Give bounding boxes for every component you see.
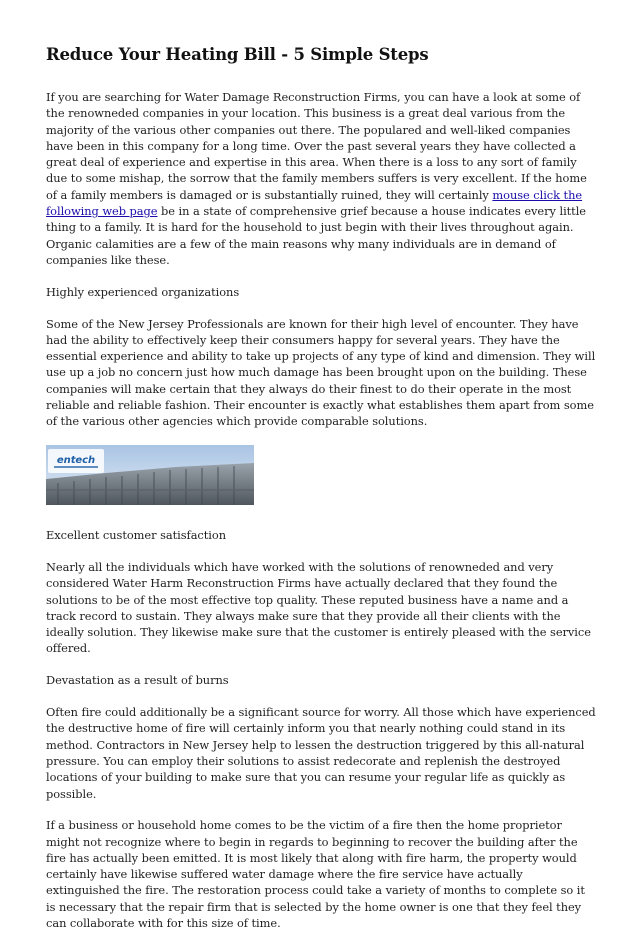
inline-link[interactable]: mouse click the following web page [46,187,583,219]
building-photo-svg [46,445,254,505]
intro-paragraph [46,89,596,268]
intro-text-start: If you are searching for Water Damage Reconstruction Firms, you can have a look at some of the renowneded companies in your location. This business is a great deal various from the majority of the various other companies out there. The populared and well-liked companies have been in this company for a long time. Over the past several years they have collected a great deal of experience and expertise in this area. When there is a loss to any sort of family due to some mishap, the sorrow that the family members suffers is very excellent. If the home of a family members is damaged or is substantially ruined, they will certainly [46,90,587,202]
document-title: Reduce Your Heating Bill - 5 Simple Steps [46,45,429,64]
paragraph-burns: Often fire could additionally be a significant source for worry. All those which have experienced the destructive home of fire will certainly inform you that nearly nothing could stand in its method. Contractors in New Jersey help to lessen the destruction triggered by this all-natural pressure. You can employ their solutions to assist redecorate and replenish the destroyed locations of your building to make sure that you can resume your regular life as quickly as possible. [46,705,596,801]
paragraph-experienced: Some of the New Jersey Professionals are known for their high level of encounter. They have had the ability to effectively keep their consumers happy for several years. They have the essential experience and ability to take up projects of any type of kind and dimension. They will use up a job no concern just how much damage has been brought upon on the building. These companies will make certain that they always do their finest to do their operate in the most reliable and reliable fashion. Their encounter is exactly what establishes them apart from some of the various other agencies which provide comparable solutions. [46,316,596,429]
building-photo [46,445,254,505]
company-logo-underline [54,466,98,468]
roof-ledge [46,489,254,491]
section-heading-satisfaction: Excellent customer satisfaction [46,528,226,543]
section-heading-experienced: Highly experienced organizations [46,284,240,299]
company-logo-text: entech [56,455,96,467]
intro-text-end: be in a state of comprehensive grief because a house indicates every little thing to a family. It is hard for the household to just begin with their lives throughout again. Organic calamities are a few of the main reasons why many individuals are in demand of companies like these. [46,204,586,267]
section-heading-burns: Devastation as a result of burns [46,673,229,688]
document-page [46,44,596,947]
paragraph-satisfaction: Nearly all the individuals which have worked with the solutions of renowneded and very considered Water Harm Reconstruction Firms have actually declared that they found the solutions to be of the most effective top quality. These reputed business have a name and a track record to sustain. They always make sure that they provide all their clients with the ideally solution. They likewise make sure that the customer is entirely pleased with the service offered. [46,559,591,656]
paragraph-fire-recovery: If a business or household home comes to be the victim of a fire then the home proprietor might not recognize where to begin in regards to beginning to recover the building after the fire has actually been emitted. It is most likely that along with fire harm, the property would certainly have likewise suffered water damage where the fire service have actually extinguished the fire. The restoration process could take a variety of months to complete so it is necessary that the repair firm that is selected by the home owner is one that they feel they can collaborate with for this size of time. [46,818,585,931]
